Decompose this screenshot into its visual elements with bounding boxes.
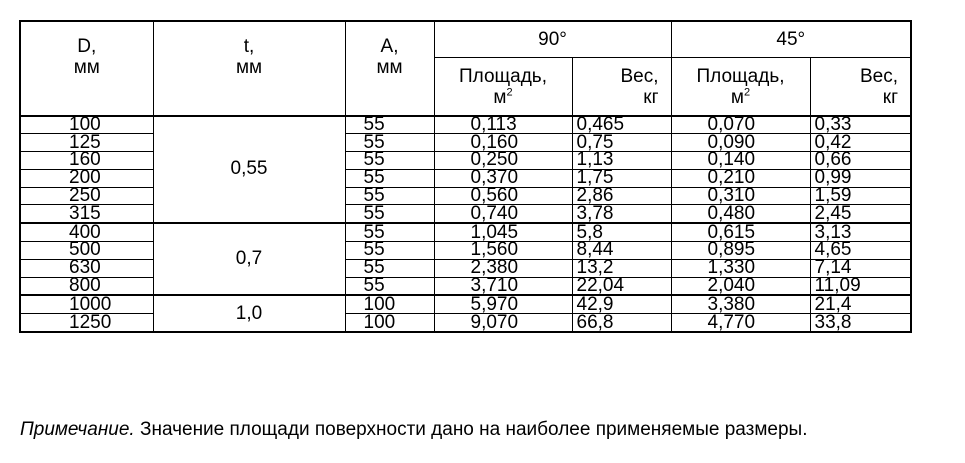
cell-weight-45: 0,66: [810, 152, 911, 170]
cell-weight-90: 42,9: [572, 295, 671, 313]
cell-area-90: 1,560: [434, 242, 572, 260]
cell-t: 0,7: [153, 223, 345, 295]
cell-weight-90: 5,8: [572, 223, 671, 241]
cell-a: 55: [345, 259, 434, 277]
header-weight-90-unit: кг: [643, 87, 659, 108]
cell-d: 315: [20, 205, 153, 223]
cell-weight-45: 0,99: [810, 169, 911, 187]
cell-a: 100: [345, 295, 434, 313]
cell-d: 250: [20, 187, 153, 205]
cell-area-90: 1,045: [434, 223, 572, 241]
cell-d: 400: [20, 223, 153, 241]
header-area-45-unit: м: [730, 87, 744, 108]
cell-t: 0,55: [153, 116, 345, 224]
cell-area-90: 0,113: [434, 116, 572, 134]
header-weight-90-label: Вес,: [620, 66, 659, 87]
data-table: [19, 20, 912, 333]
cell-weight-45: 0,33: [810, 116, 911, 134]
cell-weight-45: 7,14: [810, 259, 911, 277]
cell-weight-45: 1,59: [810, 187, 911, 205]
cell-weight-45: 21,4: [810, 295, 911, 313]
cell-area-45: 0,310: [671, 187, 810, 205]
cell-weight-45: 33,8: [810, 314, 911, 332]
header-a-unit: мм: [376, 57, 403, 79]
header-angle-45-label: 45°: [776, 29, 806, 50]
header-area-45-exp: 2: [743, 86, 751, 99]
cell-area-45: 0,210: [671, 169, 810, 187]
cell-area-90: 0,250: [434, 152, 572, 170]
header-t: [153, 21, 345, 116]
cell-d: 125: [20, 134, 153, 152]
cell-area-45: 0,480: [671, 205, 810, 223]
cell-weight-90: 66,8: [572, 314, 671, 332]
cell-a: 55: [345, 277, 434, 295]
cell-weight-90: 13,2: [572, 259, 671, 277]
header-area-90-unit: м: [493, 87, 507, 108]
header-d-unit: мм: [73, 57, 100, 79]
footnote-label: Примечание.: [20, 419, 135, 440]
cell-a: 55: [345, 223, 434, 241]
header-area-90-exp: 2: [506, 86, 513, 99]
cell-weight-90: 3,78: [572, 205, 671, 223]
cell-area-90: 3,710: [434, 277, 572, 295]
cell-weight-90: 1,13: [572, 152, 671, 170]
footnote: [20, 419, 807, 441]
cell-weight-90: 8,44: [572, 242, 671, 260]
cell-a: 55: [345, 187, 434, 205]
cell-area-45: 2,040: [671, 277, 810, 295]
cell-a: 55: [345, 169, 434, 187]
footnote-text: Значение площади поверхности дано на наиболее применяемые размеры.: [134, 419, 808, 440]
cell-d: 1250: [20, 314, 153, 332]
header-area-45-label: Площадь,: [696, 66, 785, 87]
cell-area-90: 0,560: [434, 187, 572, 205]
cell-d: 630: [20, 259, 153, 277]
cell-a: 100: [345, 314, 434, 332]
header-t-label: t,: [243, 36, 255, 58]
cell-d: 100: [20, 116, 153, 134]
cell-area-90: 0,370: [434, 169, 572, 187]
cell-area-45: 0,070: [671, 116, 810, 134]
cell-area-45: 0,090: [671, 134, 810, 152]
cell-weight-90: 1,75: [572, 169, 671, 187]
cell-weight-45: 0,42: [810, 134, 911, 152]
header-weight-45: [810, 58, 911, 116]
table-row: [20, 223, 911, 241]
cell-weight-45: 2,45: [810, 205, 911, 223]
cell-a: 55: [345, 152, 434, 170]
cell-area-45: 3,380: [671, 295, 810, 313]
cell-d: 800: [20, 277, 153, 295]
cell-d: 500: [20, 242, 153, 260]
header-angle-90: [434, 21, 671, 58]
header-weight-90: [572, 58, 671, 116]
header-a-label: A,: [380, 36, 399, 58]
header-weight-45-unit: кг: [882, 87, 899, 108]
cell-area-45: 0,140: [671, 152, 810, 170]
header-t-unit: мм: [235, 57, 263, 79]
cell-d: 160: [20, 152, 153, 170]
cell-area-90: 9,070: [434, 314, 572, 332]
header-area-90-label: Площадь,: [459, 66, 547, 87]
header-angle-90-label: 90°: [538, 29, 567, 50]
header-area-90: [434, 58, 572, 116]
header-d-label: D,: [77, 36, 97, 58]
cell-t: 1,0: [153, 295, 345, 332]
cell-weight-45: 11,09: [810, 277, 911, 295]
table-row: [20, 116, 911, 134]
header-angle-45: [671, 21, 911, 58]
cropped-caption: [0, 0, 965, 8]
cell-area-45: 0,895: [671, 242, 810, 260]
header-d: [20, 21, 153, 116]
cell-weight-90: 22,04: [572, 277, 671, 295]
cell-a: 55: [345, 242, 434, 260]
header-a: [345, 21, 434, 116]
header-area-45: [671, 58, 810, 116]
cell-weight-90: 2,86: [572, 187, 671, 205]
table-body: [20, 113, 911, 333]
cell-weight-90: 0,465: [572, 116, 671, 134]
cell-area-45: 4,770: [671, 314, 810, 332]
cell-a: 55: [345, 205, 434, 223]
header-weight-45-label: Вес,: [860, 66, 899, 87]
cell-area-90: 2,380: [434, 259, 572, 277]
cell-weight-90: 0,75: [572, 134, 671, 152]
cell-area-90: 0,160: [434, 134, 572, 152]
cell-d: 1000: [20, 295, 153, 313]
cell-a: 55: [345, 116, 434, 134]
cell-area-90: 0,740: [434, 205, 572, 223]
cell-d: 200: [20, 169, 153, 187]
table-row: [20, 295, 911, 313]
cell-area-90: 5,970: [434, 295, 572, 313]
cell-area-45: 0,615: [671, 223, 810, 241]
cell-weight-45: 3,13: [810, 223, 911, 241]
cell-area-45: 1,330: [671, 259, 810, 277]
cell-a: 55: [345, 134, 434, 152]
cell-weight-45: 4,65: [810, 242, 911, 260]
